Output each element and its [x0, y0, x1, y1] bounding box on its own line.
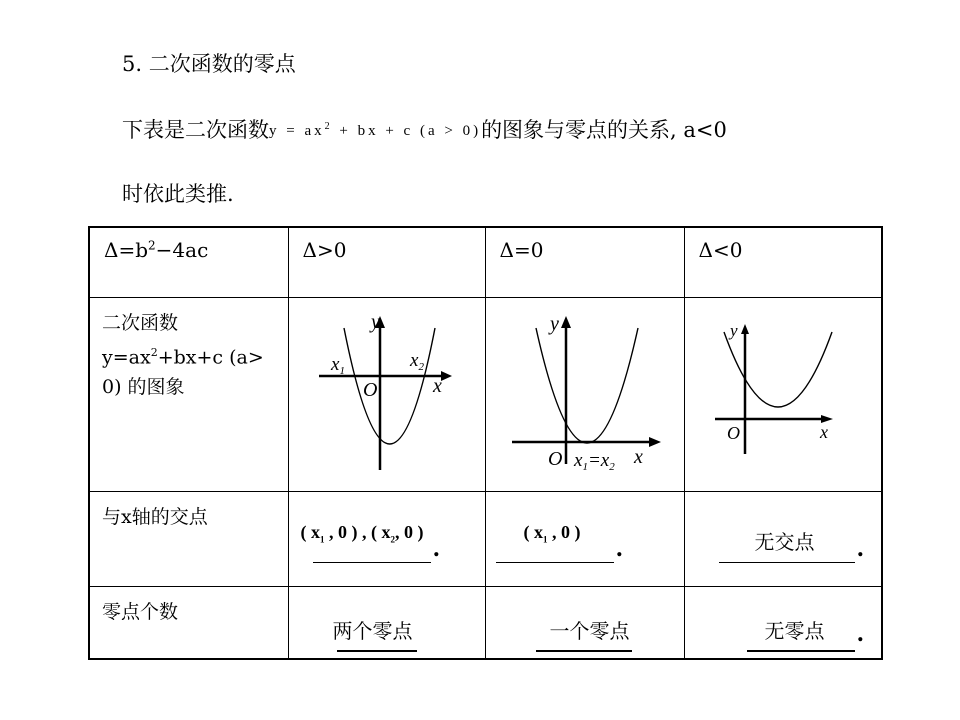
- period: .: [615, 536, 624, 562]
- zero-count-none-cell: [684, 587, 882, 660]
- origin-label: O: [726, 423, 740, 443]
- header-delta-negative: Δ<0: [684, 227, 882, 298]
- answer-underline: [313, 562, 431, 563]
- table-row-graph: [89, 298, 882, 492]
- zero-count-one: 一个零点: [549, 619, 630, 643]
- graph-no-zero-cell: [684, 298, 882, 492]
- table-row-zero-count: [89, 587, 882, 660]
- x-axis-label: x: [819, 422, 828, 442]
- answer-underline: [337, 650, 417, 652]
- parabola-curve: [344, 328, 435, 444]
- root-x1-label: $x_1$: [330, 354, 345, 377]
- zero-count-two: 两个零点: [332, 619, 413, 643]
- answer-underline: [719, 562, 855, 563]
- answer-underline: [747, 650, 855, 652]
- zero-relationship-table: [88, 226, 883, 660]
- zero-count-two-cell: [288, 587, 485, 660]
- intro-line-3: 时依此类推.: [122, 182, 234, 206]
- intersections-one-cell: [485, 492, 684, 587]
- parabola-graph-two-roots: [289, 298, 486, 491]
- x-axis-label: x: [633, 446, 643, 468]
- parabola-curve: [536, 328, 638, 443]
- parabola-graph-one-root: [486, 298, 685, 491]
- period: .: [856, 621, 865, 647]
- section-title: 5. 二次函数的零点: [122, 52, 296, 76]
- y-axis-arrow: [561, 316, 571, 328]
- double-root-label: $x_1=x_2$: [573, 450, 615, 473]
- intro-line-2: [122, 114, 727, 144]
- table-row-intersections: [89, 492, 882, 587]
- table-row-discriminant: [89, 227, 882, 298]
- y-axis-label: y: [370, 311, 380, 333]
- row-label-zero-count: 零点个数: [89, 587, 288, 660]
- parabola-curve: [724, 332, 832, 407]
- no-intersection-text: 无交点: [754, 530, 815, 554]
- origin-label: O: [362, 379, 377, 401]
- y-axis-label: y: [549, 313, 559, 335]
- intro-prefix: 下表是二次函数: [122, 118, 269, 142]
- row-label-intersections: 与x轴的交点: [89, 492, 288, 587]
- quadratic-formula: $y = ax^2$ + bx + c (a > 0): [269, 121, 482, 139]
- x-axis-arrow: [441, 371, 452, 381]
- intersections-none-cell: [684, 492, 882, 587]
- header-delta-zero: Δ=0: [485, 227, 684, 298]
- x-axis-label: x: [432, 375, 442, 397]
- row-label-graph: 二次函数 $y=ax^2+bx+c$ (a> 0) 的图象: [89, 298, 288, 492]
- graph-one-zero-cell: [485, 298, 684, 492]
- origin-label: O: [547, 448, 562, 470]
- zero-count-one-cell: [485, 587, 684, 660]
- zero-count-none: 无零点: [764, 619, 825, 643]
- y-axis-label: y: [729, 321, 738, 340]
- y-axis-arrow: [741, 324, 749, 334]
- header-discriminant: $\Delta=b^2-4ac$: [89, 227, 288, 298]
- x-axis-arrow: [649, 437, 661, 447]
- graph-two-zeros-cell: [288, 298, 485, 492]
- parabola-graph-no-root: [685, 298, 883, 491]
- period: .: [856, 536, 865, 562]
- header-delta-positive: Δ>0: [288, 227, 485, 298]
- intersection-points-two: ( $x_1$ , 0 ) , ( $x_2$, 0 ): [300, 522, 424, 545]
- intersections-two-cell: [288, 492, 485, 587]
- intro-suffix: 的图象与零点的关系, a<0: [481, 118, 727, 142]
- root-x2-label: $x_2$: [409, 350, 424, 373]
- answer-underline: [496, 562, 614, 563]
- period: .: [432, 536, 441, 562]
- answer-underline: [536, 650, 632, 652]
- intersection-point-one: ( $x_1$ , 0 ): [523, 522, 581, 545]
